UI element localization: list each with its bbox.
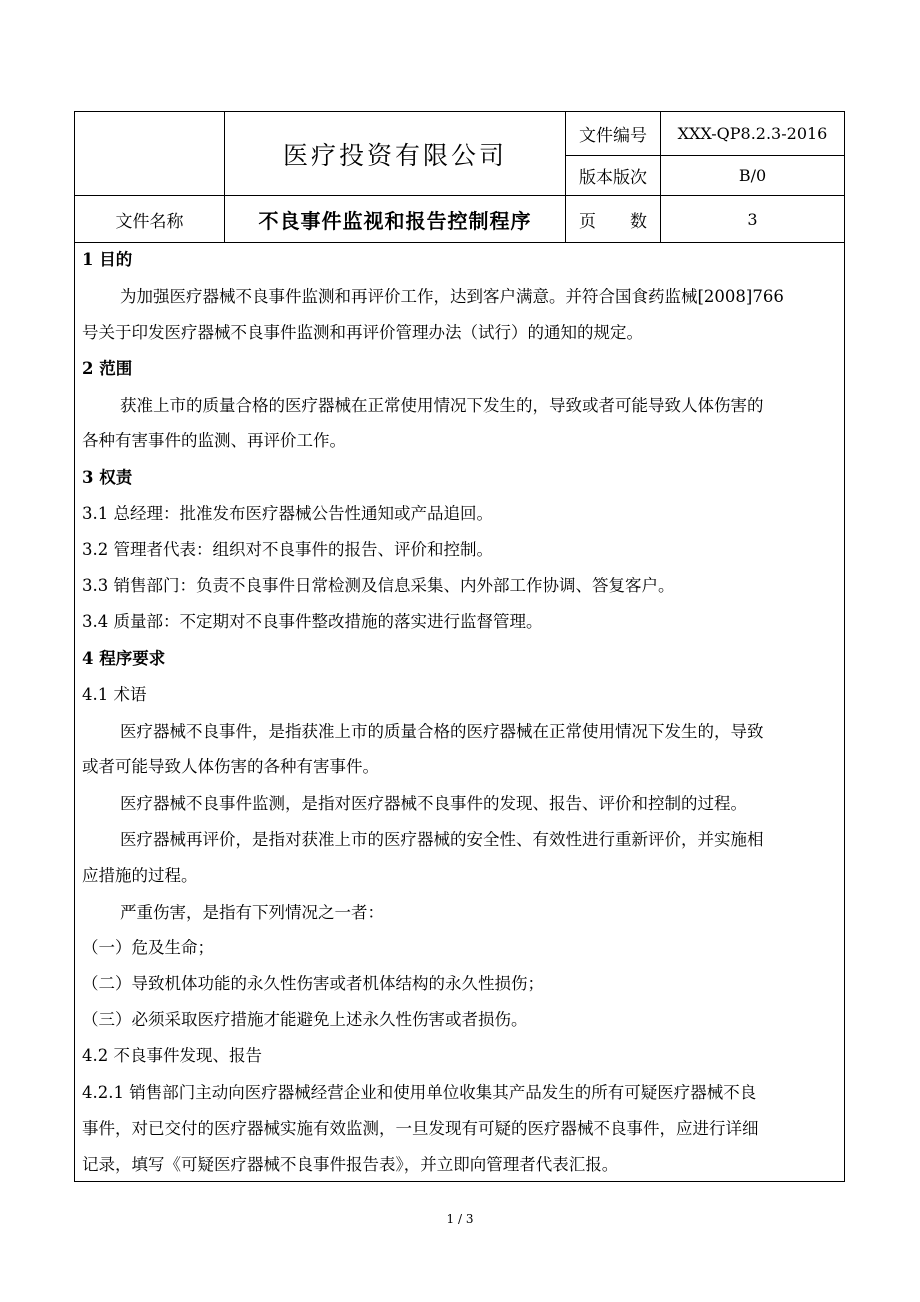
paragraph-line: 为加强医疗器械不良事件监测和再评价工作，达到客户满意。并符合国食药监械[2008]766 xyxy=(120,287,784,306)
paragraph-line: 3.1 总经理：批准发布医疗器械公告性通知或产品追回。 xyxy=(82,504,493,523)
paragraph-line: 医疗器械不良事件，是指获准上市的质量合格的医疗器械在正常使用情况下发生的，导致 xyxy=(120,722,764,741)
paragraph-line: 医疗器械再评价，是指对获准上市的医疗器械的安全性、有效性进行重新评价，并实施相 xyxy=(120,830,764,849)
section-title: 4 程序要求 xyxy=(82,649,166,668)
paragraph-line: 获准上市的质量合格的医疗器械在正常使用情况下发生的，导致或者可能导致人体伤害的 xyxy=(120,396,764,415)
subsection-title: 4.1 术语 xyxy=(82,685,147,704)
doc-number-value: XXX-QP8.2.3-2016 xyxy=(677,124,828,143)
paragraph-line: 4.2.1 销售部门主动向医疗器械经营企业和使用单位收集其产品发生的所有可疑医疗器械不良 xyxy=(82,1083,757,1102)
list-item: （三）必须采取医疗措施才能避免上述永久性伤害或者损伤。 xyxy=(82,1010,528,1029)
pages-label: 页 数 xyxy=(579,211,647,232)
file-name-value: 不良事件监视和报告控制程序 xyxy=(258,208,532,233)
paragraph-line: 3.2 管理者代表：组织对不良事件的报告、评价和控制。 xyxy=(82,540,493,559)
section-title: 3 权责 xyxy=(82,468,133,487)
section-title: 2 范围 xyxy=(82,359,133,378)
version-value: B/0 xyxy=(738,166,767,185)
subsection-title: 4.2 不良事件发现、报告 xyxy=(82,1046,262,1065)
paragraph-line: 严重伤害，是指有下列情况之一者： xyxy=(120,903,384,922)
header-divider xyxy=(74,242,845,243)
section-title: 1 目的 xyxy=(82,250,133,269)
list-item: （一）危及生命； xyxy=(82,938,214,957)
page-number: 1 / 3 xyxy=(446,1212,474,1226)
paragraph-line: 医疗器械不良事件监测，是指对医疗器械不良事件的发现、报告、评价和控制的过程。 xyxy=(120,794,747,813)
paragraph-line: 记录，填写《可疑医疗器械不良事件报告表》，并立即向管理者代表汇报。 xyxy=(82,1155,619,1174)
list-item: （二）导致机体功能的永久性伤害或者机体结构的永久性损伤； xyxy=(82,974,544,993)
paragraph-line: 3.3 销售部门：负责不良事件日常检测及信息采集、内外部工作协调、答复客户。 xyxy=(82,576,675,595)
paragraph-line: 应措施的过程。 xyxy=(82,866,198,885)
paragraph-line: 或者可能导致人体伤害的各种有害事件。 xyxy=(82,757,379,776)
paragraph-line: 3.4 质量部：不定期对不良事件整改措施的落实进行监督管理。 xyxy=(82,612,543,631)
paragraph-line: 各种有害事件的监测、再评价工作。 xyxy=(82,431,346,450)
file-name-label: 文件名称 xyxy=(115,211,184,232)
doc-number-label: 文件编号 xyxy=(579,126,647,146)
version-label: 版本版次 xyxy=(579,168,647,188)
pages-value: 3 xyxy=(747,209,758,229)
company-name: 医疗投资有限公司 xyxy=(282,140,507,170)
paragraph-line: 事件，对已交付的医疗器械实施有效监测，一旦发现有可疑的医疗器械不良事件，应进行详细 xyxy=(82,1119,759,1138)
paragraph-line: 号关于印发医疗器械不良事件监测和再评价管理办法（试行）的通知的规定。 xyxy=(82,323,643,342)
